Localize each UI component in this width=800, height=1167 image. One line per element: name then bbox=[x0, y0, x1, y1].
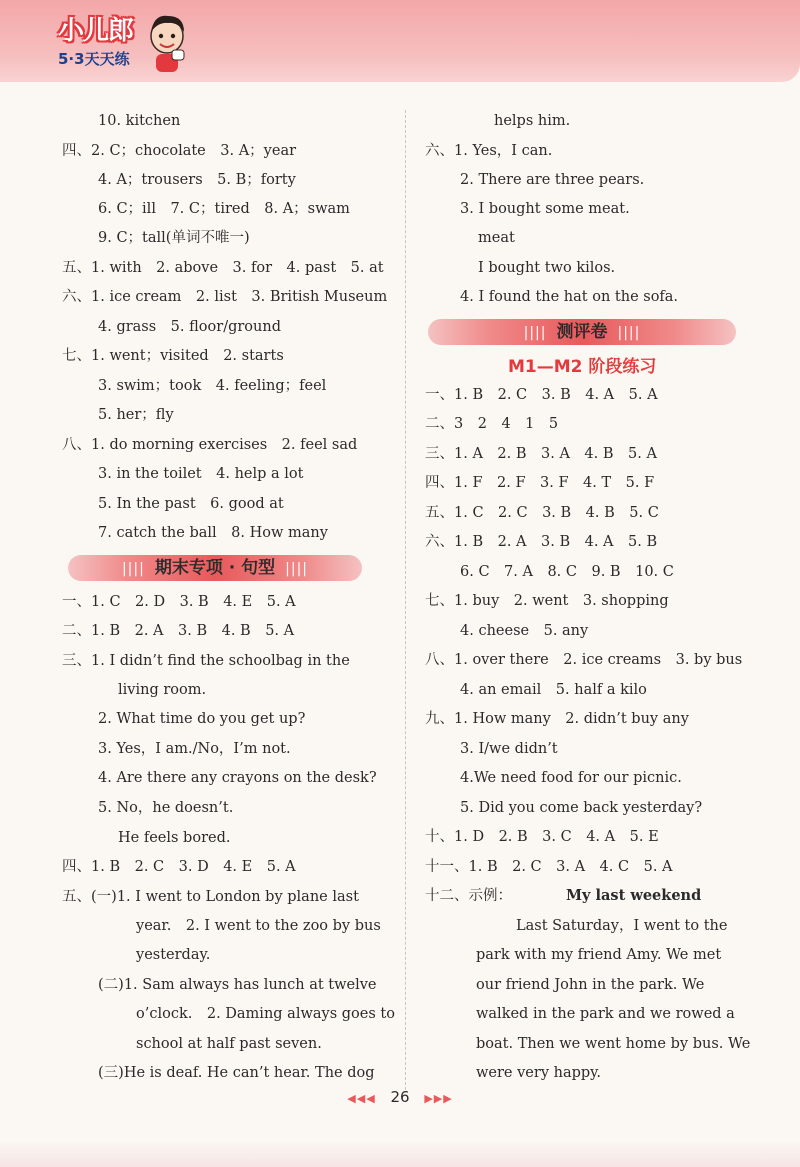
answer-line: 七、1. buy 2. went 3. shopping bbox=[425, 593, 669, 609]
answer-line: 六、1. B 2. A 3. B 4. A 5. B bbox=[425, 534, 658, 550]
answer-line: 三、1. I didn’t find the schoolbag in the bbox=[62, 653, 350, 669]
answer-line: walked in the park and we rowed a bbox=[476, 1006, 735, 1022]
answer-line: I bought two kilos. bbox=[478, 260, 616, 276]
answer-line: o’clock. 2. Daming always goes to bbox=[136, 1006, 395, 1022]
answer-line: our friend John in the park. We bbox=[476, 977, 705, 993]
answer-line: (三)He is deaf. He can’t hear. The dog bbox=[98, 1065, 375, 1081]
logo-subtitle: 5·3天天练 bbox=[58, 50, 130, 68]
answer-line: were very happy. bbox=[476, 1065, 602, 1081]
answer-line: 10. kitchen bbox=[98, 113, 181, 129]
answer-line: park with my friend Amy. We met bbox=[476, 947, 722, 963]
answer-line: 八、1. do morning exercises 2. feel sad bbox=[62, 437, 358, 453]
answer-line: 4. I found the hat on the sofa. bbox=[460, 289, 679, 305]
answer-line: He feels bored. bbox=[118, 830, 231, 846]
answer-line: 4. an email 5. half a kilo bbox=[460, 682, 647, 698]
answer-line: 5. Did you come back yesterday? bbox=[460, 800, 703, 816]
answer-line: 3. I bought some meat. bbox=[460, 201, 630, 217]
essay-title: My last weekend bbox=[566, 887, 702, 904]
answer-line: 3. in the toilet 4. help a lot bbox=[98, 466, 304, 482]
answer-line: 5. her；fly bbox=[98, 407, 174, 423]
answer-line: helps him. bbox=[494, 113, 571, 129]
answer-line: 五、1. C 2. C 3. B 4. B 5. C bbox=[425, 505, 659, 521]
answer-line: 十、1. D 2. B 3. C 4. A 5. E bbox=[425, 829, 659, 845]
left-arrows-icon: ◀◀◀ bbox=[347, 1092, 376, 1105]
answer-line: 4.We need food for our picnic. bbox=[460, 770, 682, 786]
answer-line: 十一、1. B 2. C 3. A 4. C 5. A bbox=[425, 859, 673, 875]
answer-line: 五、(一)1. I went to London by plane last bbox=[62, 889, 359, 905]
answer-line: meat bbox=[478, 230, 515, 246]
page-footer bbox=[0, 1088, 800, 1106]
answer-line: 六、1. Yes，I can. bbox=[425, 143, 553, 159]
answer-line: 九、1. How many 2. didn’t buy any bbox=[425, 711, 689, 727]
answer-line: 4. Are there any crayons on the desk? bbox=[98, 770, 377, 786]
answer-line: 三、1. A 2. B 3. A 4. B 5. A bbox=[425, 446, 657, 462]
answer-line: 5. No，he doesn’t. bbox=[98, 800, 234, 816]
essay-label: 十二、示例： bbox=[425, 888, 512, 904]
right-arrows-icon: ▶▶▶ bbox=[424, 1092, 453, 1105]
section-subheading: M1—M2 阶段练习 bbox=[508, 357, 657, 377]
answer-line: boat. Then we went home by bus. We bbox=[476, 1036, 751, 1052]
answer-line: 二、1. B 2. A 3. B 4. B 5. A bbox=[62, 623, 295, 639]
answer-line: 4. cheese 5. any bbox=[460, 623, 589, 639]
answer-line: 6. C；ill 7. C；tired 8. A；swam bbox=[98, 201, 350, 217]
answer-line: year. 2. I went to the zoo by bus bbox=[136, 918, 381, 934]
answer-line: school at half past seven. bbox=[136, 1036, 322, 1052]
answer-line: 3. I/we didn’t bbox=[460, 741, 558, 757]
banner-title: |||| 测评卷 |||| bbox=[428, 319, 736, 346]
answer-line: 一、1. C 2. D 3. B 4. E 5. A bbox=[62, 594, 296, 610]
answer-line: 二、3 2 4 1 5 bbox=[425, 416, 559, 432]
answer-line: 3. Yes，I am./No，I’m not. bbox=[98, 741, 291, 757]
answer-line: 四、2. C；chocolate 3. A；year bbox=[62, 143, 297, 159]
banner-title: |||| 期末专项 · 句型 |||| bbox=[68, 555, 362, 582]
answer-line: 八、1. over there 2. ice creams 3. by bus bbox=[425, 652, 743, 668]
section-banner-final-special bbox=[68, 555, 362, 581]
answer-line: 5. In the past 6. good at bbox=[98, 496, 284, 512]
answer-line: (二)1. Sam always has lunch at twelve bbox=[98, 977, 377, 993]
bottom-band bbox=[0, 1140, 800, 1167]
answer-line: living room. bbox=[118, 682, 207, 698]
answer-line: 七、1. went；visited 2. starts bbox=[62, 348, 284, 364]
answer-line: 一、1. B 2. C 3. B 4. A 5. A bbox=[425, 387, 658, 403]
column-divider bbox=[405, 110, 406, 1090]
answer-line: 9. C；tall(单词不唯一) bbox=[98, 230, 250, 246]
answer-line: 4. grass 5. floor/ground bbox=[98, 319, 281, 335]
answer-line: 四、1. F 2. F 3. F 4. T 5. F bbox=[425, 475, 655, 491]
answer-line: 六、1. ice cream 2. list 3. British Museum bbox=[62, 289, 388, 305]
brand-logo bbox=[56, 6, 196, 76]
answer-line: 四、1. B 2. C 3. D 4. E 5. A bbox=[62, 859, 296, 875]
answer-line: 6. C 7. A 8. C 9. B 10. C bbox=[460, 564, 674, 580]
answer-line: Last Saturday，I went to the bbox=[516, 918, 728, 934]
answer-line: yesterday. bbox=[136, 947, 211, 963]
section-banner-assessment bbox=[428, 319, 736, 345]
answer-line: 2. What time do you get up? bbox=[98, 711, 306, 727]
answer-line: 4. A；trousers 5. B；forty bbox=[98, 172, 296, 188]
answer-line: 3. swim；took 4. feeling；feel bbox=[98, 378, 327, 394]
logo-title: 小儿郎 bbox=[58, 16, 134, 46]
answer-line: 2. There are three pears. bbox=[460, 172, 645, 188]
answer-line: 五、1. with 2. above 3. for 4. past 5. at bbox=[62, 260, 384, 276]
page-number: 26 bbox=[390, 1088, 410, 1106]
answer-line: 7. catch the ball 8. How many bbox=[98, 525, 328, 541]
mascot-boy-icon bbox=[144, 10, 190, 74]
